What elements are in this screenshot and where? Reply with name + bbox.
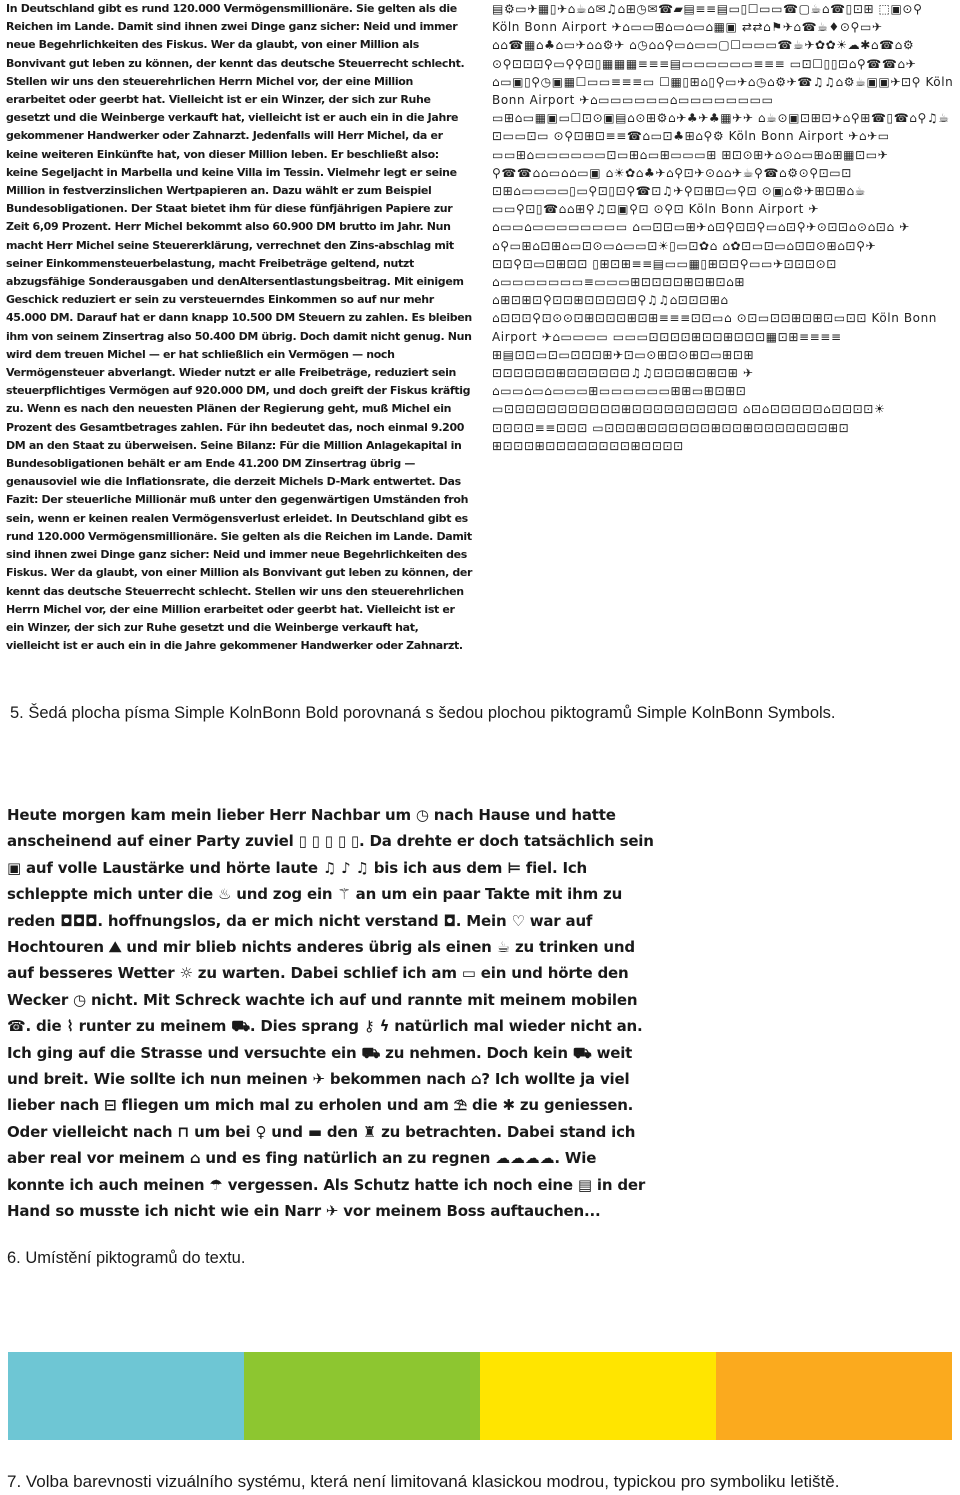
- swatch-orange: [716, 1352, 952, 1440]
- swatch-light-blue: [8, 1352, 244, 1440]
- figure-7-caption: 7. Volba barevnosti vizuálního systému, která není limitovaná klasickou modrou, typickou pro symboliku letiště.: [7, 1472, 840, 1491]
- swatch-yellow: [480, 1352, 716, 1440]
- figure-5-caption: 5. Šedá plocha písma Simple KolnBonn Bold porovnaná s šedou plochou piktogramů Simple KolnBonn Symbols.: [10, 704, 836, 722]
- typeface-gray-sample: In Deutschland gibt es rund 120.000 Vermögensmillionäre. Sie gelten als die Reichen im Lande. Damit sind ihnen zwei Dinge ganz sicher: Neid und immer neue Begehrlichkeiten des Fiskus. Wer da glaubt, von einer Million als Bonvivant gut leben zu können, der kennt das deutsche Steuerrecht schlecht. Stellen wir uns den steuerehrlichen Herrn Michel vor, der eine Million erarbeitet oder geerbt hat. Vielleicht ist er ein Winzer, der sich zur Ruhe gesetzt und die Weinberge verkauft hat, vielleicht ist er auch ein in die Jahre gekommener Handwerker oder Zahnarzt. Jedenfalls will Herr Michel, da er keine weiteren Einkünfte hat, von dieser Million leben. Er beschließt also: keine Segeljacht in Marbella und keine Villa im Tessin. Vielmehr legt er seine Million in festverzinslichen Wertpapieren an. Dazu wählt er zum Beispiel Bundesobligationen. Der Staat bietet ihm für diese fünfjährigen Papiere zur Zeit 6,09 Prozent. Herr Michel bekommt also 60.900 DM brutto im Jahr. Nun macht Herr Michel seine Steuererklärung, verrechnet den Zins-abschlag mit seiner Einkommensteuerbelastung, macht Freibeträge geltend, nutzt abzugsfähige Sonderausgaben und denAltersentlastungsbeitrag. Mit einigem Geschick reduziert er sein zu versteuerndes Einkommen so auf nur mehr 45.000 DM. Darauf hat er dann knapp 10.500 DM Steuern zu zahlen. Es bleiben ihm von seinem Zinsertrag also 50.400 DM übrig. Doch damit nicht genug. Nun wird dem treuen Michel — er hat schließlich ein Vermögen — noch Vermögensteuer abverlangt. Wieder nutzt er alle Freibeträge, reduziert sein steuerpflichtiges Vermögen auf 920.000 DM, und doch greift der Fiskus kräftig zu. Wenn es nach den neuesten Plänen der Regierung geht, muß Michel ein Prozent des Gesamtbetrages zahlen. Für ihn bedeutet das, noch einmal 9.200 DM an den Staat zu überweisen. Seine Bilanz: Für die Million Anlagekapital in Bundesobligationen behält er am Ende 41.200 DM Zinsertrag übrig — genausoviel wie die Inflationsrate, die derzeit Michels D-Mark entwertet. Das Fazit: Der steuerliche Millionär muß unter den gegenwärtigen Umständen froh sein, wenn er keinen realen Vermögensverlust erleidet. In Deutschland gibt es rund 120.000 Vermögensmillionäre. Sie gelten als die Reichen im Lande. Damit sind ihnen zwei Dinge ganz sicher: Neid und immer neue Begehrlichkeiten des Fiskus. Wer da glaubt, von einer Million als Bonvivant gut leben zu können, der kennt das deutsche Steuerrecht schlecht. Stellen wir uns den steuerehrlichen Herrn Michel vor, der eine Million erarbeitet oder geerbt hat. Vielleicht ist er ein Winzer, der sich zur Ruhe gesetzt und die Weinberge verkauft hat, vielleicht ist er auch ein in die Jahre gekommener Handwerker oder Zahnarzt.: [6, 2, 476, 653]
- figure-5: [6, 0, 958, 675]
- pictograms-in-text-sample: Heute morgen kam mein lieber Herr Nachbar um ◷ nach Hause und hatte anscheinend auf einer Party zuviel ▯ ▯ ▯ ▯ ▯. Da drehte er doch tatsächlich sein ▣ auf volle Laustärke und hörte laute ♫ ♪ ♫ bis ich aus dem ⊨ fiel. Ich schleppte mich unter die ♨ und zog ein ⚚ an um ein paar Takte mit ihm zu reden ◘◘◘. hoffnungslos, da er mich nicht verstand ◘. Mein ♡ war auf Hochtouren ⛰ und mir blieb nichts anderes übrig als einen ☕ zu trinken und auf besseres Wetter ☼ zu warten. Dabei schlief ich am ▭ ein und hörte den Wecker ◷ nicht. Mit Schreck wachte ich auf und rannte mit meinem mobilen ☎. die ⌇ runter zu meinem ⛟. Dies sprang ⚷ ϟ natürlich mal wieder nicht an. Ich ging auf die Strasse und versuchte ein ⛟ zu nehmen. Doch kein ⛟ weit und breit. Wie sollte ich nun meinen ✈ bekommen nach ⌂? Ich wollte ja viel lieber nach ⊟ fliegen um mich mal zu erholen und am ⛱ die ✱ zu geniessen. Oder vielleicht nach ⊓ um bei ♀ und ▬ den ♜ zu betrachten. Dabei stand ich aber real vor meinem ⌂ und es fing natürlich an zu regnen ☁☁☁☁. Wie konnte ich auch meinen ☂ vergessen. Als Schutz hatte ich noch eine ▤ in der Hand so musste ich nicht wie ein Narr ✈ vor meinem Boss auftauchen...: [7, 806, 659, 1221]
- swatch-green: [244, 1352, 480, 1440]
- figure-6-caption: 6. Umístění piktogramů do textu.: [7, 1249, 246, 1267]
- color-palette: [8, 1352, 952, 1440]
- pictogram-gray-sample: ▤⚙▭✈▦▯✈⌂☕⌂✉♫⌂⊞◷✉☎▰▤≡≡▤▭▯☐▭▭☎▢☕⌂☎▯⊡⊞ ⬚▣⊙⚲ Köln Bonn Airport ✈⌂▭▭⊞⌂▭⌂▭⌂▦▣ ⇄⇄⌂⚑✈⌂☎☕♦⊙⚲▭✈⌂⌂☎▦⌂♣⌂▭✈⌂⌂⚙✈ ⌂◷⌂⌂⚲▭⌂▭▭▢☐▭▭▭☎☕✈✿✿☀☁✱⌂☎⌂⚙ ⊙⚲⊡⊡⊡⚲▭⚲⚲⊡▯▦▦▦≡≡≡▤▭▭▭▭▭▭≡≡≡ ▭⊡☐▯▯⊡⌂⚲☎☎⌂✈⌂▭▣▯⚲◷▣▦☐▭▭≡≡≡▭ ☐▦▯⊞⌂▯⚲▭✈⌂◷⌂⚙✈☎♫♫⌂⚙☕▣▣✈⊡⚲ Köln Bonn Airport ✈⌂▭▭▭▭▭▭⌂▭▭▭▭▭▭▭▭ ▭⊞⌂▭▦▣▭☐⊡⊙▣▤⌂⊙⊞⚙⌂✈♣✈♣▦✈✈ ⌂☕⊙▣⊡⊞⊡✈⌂⚲⊞☎▯☎⌂⚲♫☕⊡▭▭⊡▭ ⊙⚲⊡⊞⊡≡≡☎⌂▭⊡♣⊞⌂⚲⚙ Köln Bonn Airport ✈⌂✈▭ ▭▭⊞⌂▭▭▭▭▭▭⊡▭⊞⌂▭⊞▭▭▭⊞ ⊞⊡⊙⊞✈⌂⊙⌂▭⊞⌂⊞▦⊡▭✈⚲☎☎⌂⌂▭⌂⌂▭▣ ⌂☀✿⌂♣✈⌂⚲⊡✈⊙⌂⌂✈☕⚲☎⌂⚙⊙⚲⊡▭⊡ ⊡⊞⌂▭▭▭▭▯▭⚲⊡▯⊡⚲☎⊡♫✈⚲⊡⊞⊡▭⚲⊡ ⊙▣⌂⚙✈⊞⊡⊞⌂☕▭▭⚲⊡▯☎⌂⌂⊞⚲♫⊡▣⚲⊡ ⊙⚲⊡ Köln Bonn Airport ✈⌂▭▭⌂▭▭▭▭▭▭▭▭ ⌂▭⊡⊡▭⊞✈⌂⊡⚲⊡⊡⚲▭⌂⊡⚲✈⊙⊡⊡⌂⊙⌂⊡⌂ ✈⌂⚲▭⊞⌂⊡⊞⌂▭⊡⊙▭⌂▭▭⊡☀▯▭⊡✿⌂ ⌂✿⊡▭⊡▭⌂⊡⊡⊙⊞⌂⊡⚲✈⊡⊡⚲⊡▭⊡⊞⊡⊡ ▯⊞⊡⊞≡≡▤▭▭▦▯⊞⊡⊡⚲▭▭✈⊡⊡⊡⊙⊡ ⌂▭▭▭▭▭▭▭≡▭▭▭⊞⊡⊡⊡⊡⊞⊡⊞⊡⌂⊞ ⌂⊞⊡⊞⊡⚲⊡⊡⊞⊡⊡⊡⊡⊡⚲♫♫⌂⊡⊡⊡⊞⌂ ⌂⊡⊡⊡⚲⊡⊙⊙⊡⊞⊡⊡⊡⊞⊡⊞≡≡≡⊡⊡▭⌂ ⊙⊡▭⊡⊡⊞⊡⊞⊡▭⊡⊡ Köln Bonn Airport ✈⌂▭▭▭▭ ▭▭▭⊡⊡⊡⊡⊞⊡⊡⊞⊡⊡⊡▦⊡⊞≡≡≡≡ ⊞▤⊡⊡▭⊡▭⊡⊡⊡⊞✈⊡▭⊙⊞⊡⊙⊞⊡▭⊞⊡⊞ ⊡⊡⊡⊡⊡⊡⊞⊡⊡⊡⊡⊡⊡♫♫⊡⊡⊡⊞⊡⊞⊡⊞ ✈⌂▭▭⌂▭⌂▭▭▭⊞▭▭▭▭▭▭⊞⊞▭⊞⊡⊞⊡ ▭⊡⊡⊡⊡⊡⊡⊡⊡⊡⊡⊡⊞⊡⊡⊡⊡⊡⊡⊡⊡⊡⊡ ⌂⊡⌂⊡⊡⊡⊡⊡⌂⊡⊡⊡⊡☀⊡⊡⊡⊡≡≡⊡⊡⊡ ▭⊡⊡⊡⊞⊡⊡⊡⊡⊡⊡⊞⊡⊡⊞⊡⊡⊡⊡⊡⊡⊡⊞⊡ ⊞⊡⊡⊡⊞⊡⊡⊡⊡⊡⊡⊡⊡⊞⊡⊡⊡⊡: [492, 2, 958, 453]
